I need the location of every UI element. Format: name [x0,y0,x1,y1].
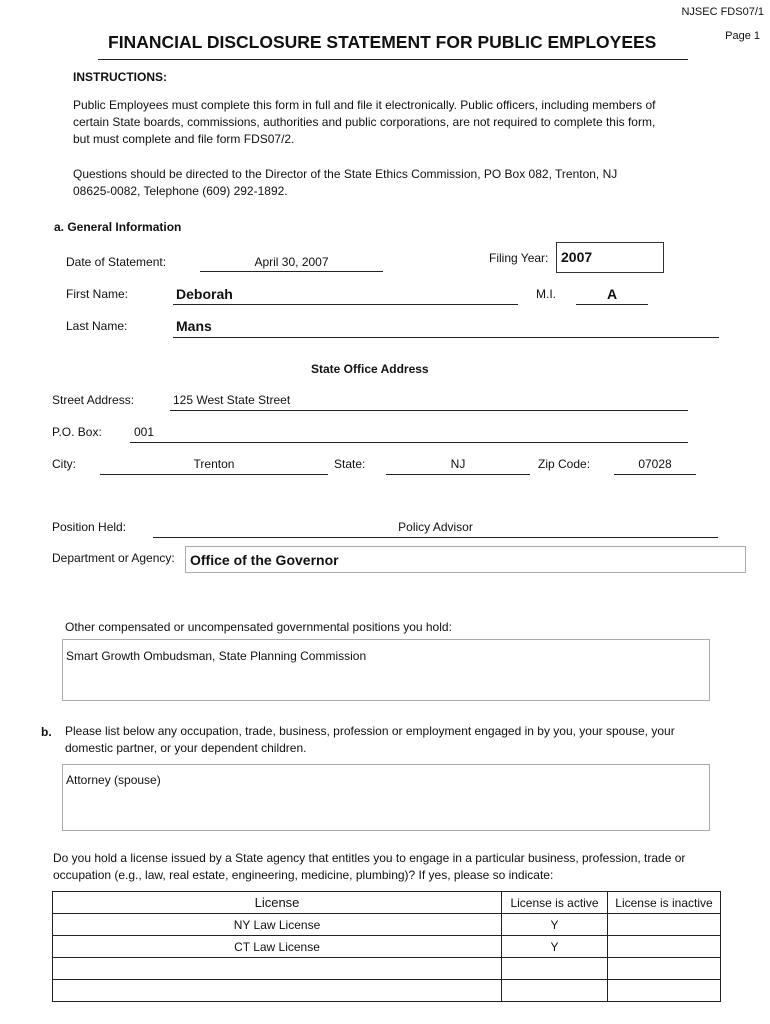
table-row [53,958,721,980]
street-underline [170,410,688,411]
instructions-p1-line: certain State boards, commissions, authorities and public corporations, are not required to complete this form, [73,115,656,129]
license-table-header [53,892,721,914]
license-active-cell[interactable]: Y [502,936,608,958]
street-address-field[interactable]: 125 West State Street [173,393,291,407]
license-active-cell[interactable] [502,958,608,980]
form-code: NJSEC FDS07/1 [681,6,764,18]
license-table [52,891,721,1002]
license-question [53,850,743,884]
section-b-marker: b. [41,725,52,739]
instructions-paragraph-2 [73,166,723,200]
column-header-license: License [53,892,502,914]
first-name-label: First Name: [66,287,129,301]
mi-label: M.I. [536,287,556,301]
department-field[interactable]: Office of the Governor [185,546,746,573]
po-box-underline [130,442,688,443]
section-b-question-line: domestic partner, or your dependent children. [65,741,307,755]
date-of-statement-label: Date of Statement: [66,255,167,269]
filing-year-field[interactable]: 2007 [556,242,664,273]
position-underline [153,537,718,538]
state-label: State: [334,457,366,471]
zip-code-field[interactable]: 07028 [638,457,672,471]
position-held-field[interactable]: Policy Advisor [398,520,473,534]
po-box-label: P.O. Box: [52,425,102,439]
zip-underline [614,474,696,475]
column-header-inactive: License is inactive [608,892,721,914]
last-name-field[interactable]: Mans [176,318,212,334]
last-name-underline [173,337,719,338]
general-info-heading: a. General Information [54,220,182,234]
date-underline [200,271,383,272]
city-field[interactable]: Trenton [193,457,235,471]
license-question-line: Do you hold a license issued by a State agency that entitles you to engage in a particular business, profession, trade or [53,851,686,865]
title-underline [98,59,688,60]
mi-underline [576,304,648,305]
zip-code-label: Zip Code: [538,457,591,471]
office-address-heading: State Office Address [311,362,429,376]
license-active-cell[interactable] [502,980,608,1002]
license-question-line: occupation (e.g., law, real estate, engineering, medicine, plumbing)? If yes, please so indicate: [53,868,554,882]
license-name-cell[interactable]: NY Law License [53,914,502,936]
first-name-field[interactable]: Deborah [176,286,233,302]
street-address-label: Street Address: [52,393,135,407]
license-inactive-cell[interactable] [608,914,721,936]
column-header-active: License is active [502,892,608,914]
position-held-label: Position Held: [52,520,127,534]
instructions-heading: INSTRUCTIONS: [73,70,167,84]
license-name-cell[interactable] [53,958,502,980]
occupation-field[interactable]: Attorney (spouse) [62,764,710,831]
page-label: Page 1 [725,30,760,42]
license-name-cell[interactable]: CT Law License [53,936,502,958]
table-row [53,914,721,936]
instructions-p2-line: Questions should be directed to the Director of the State Ethics Commission, PO Box 082, Trenton, NJ [73,167,618,181]
table-row [53,980,721,1002]
section-b-question [65,723,725,757]
page-title: FINANCIAL DISCLOSURE STATEMENT FOR PUBLIC EMPLOYEES [108,32,657,52]
state-field[interactable]: NJ [450,457,466,471]
license-inactive-cell[interactable] [608,958,721,980]
license-inactive-cell[interactable] [608,936,721,958]
first-name-underline [173,304,518,305]
mi-field[interactable]: A [606,286,618,302]
license-active-cell[interactable]: Y [502,914,608,936]
instructions-p2-line: 08625-0082, Telephone (609) 292-1892. [73,184,288,198]
section-b-question-line: Please list below any occupation, trade, business, profession or employment engaged in by you, your spouse, your [65,724,675,738]
other-positions-label: Other compensated or uncompensated governmental positions you hold: [65,620,452,634]
license-inactive-cell[interactable] [608,980,721,1002]
date-of-statement-field[interactable]: April 30, 2007 [254,255,329,269]
instructions-paragraph-1 [73,97,723,148]
city-underline [100,474,328,475]
po-box-field[interactable]: 001 [134,425,155,439]
other-positions-field[interactable]: Smart Growth Ombudsman, State Planning Commission [62,639,710,701]
state-underline [386,474,530,475]
license-name-cell[interactable] [53,980,502,1002]
last-name-label: Last Name: [66,319,128,333]
instructions-p1-line: Public Employees must complete this form in full and file it electronically. Public officers, including members of [73,98,656,112]
instructions-p1-line: but must complete and file form FDS07/2. [73,132,295,146]
table-row [53,936,721,958]
city-label: City: [52,457,76,471]
department-label: Department or Agency: [52,551,175,565]
filing-year-label: Filing Year: [489,251,549,265]
